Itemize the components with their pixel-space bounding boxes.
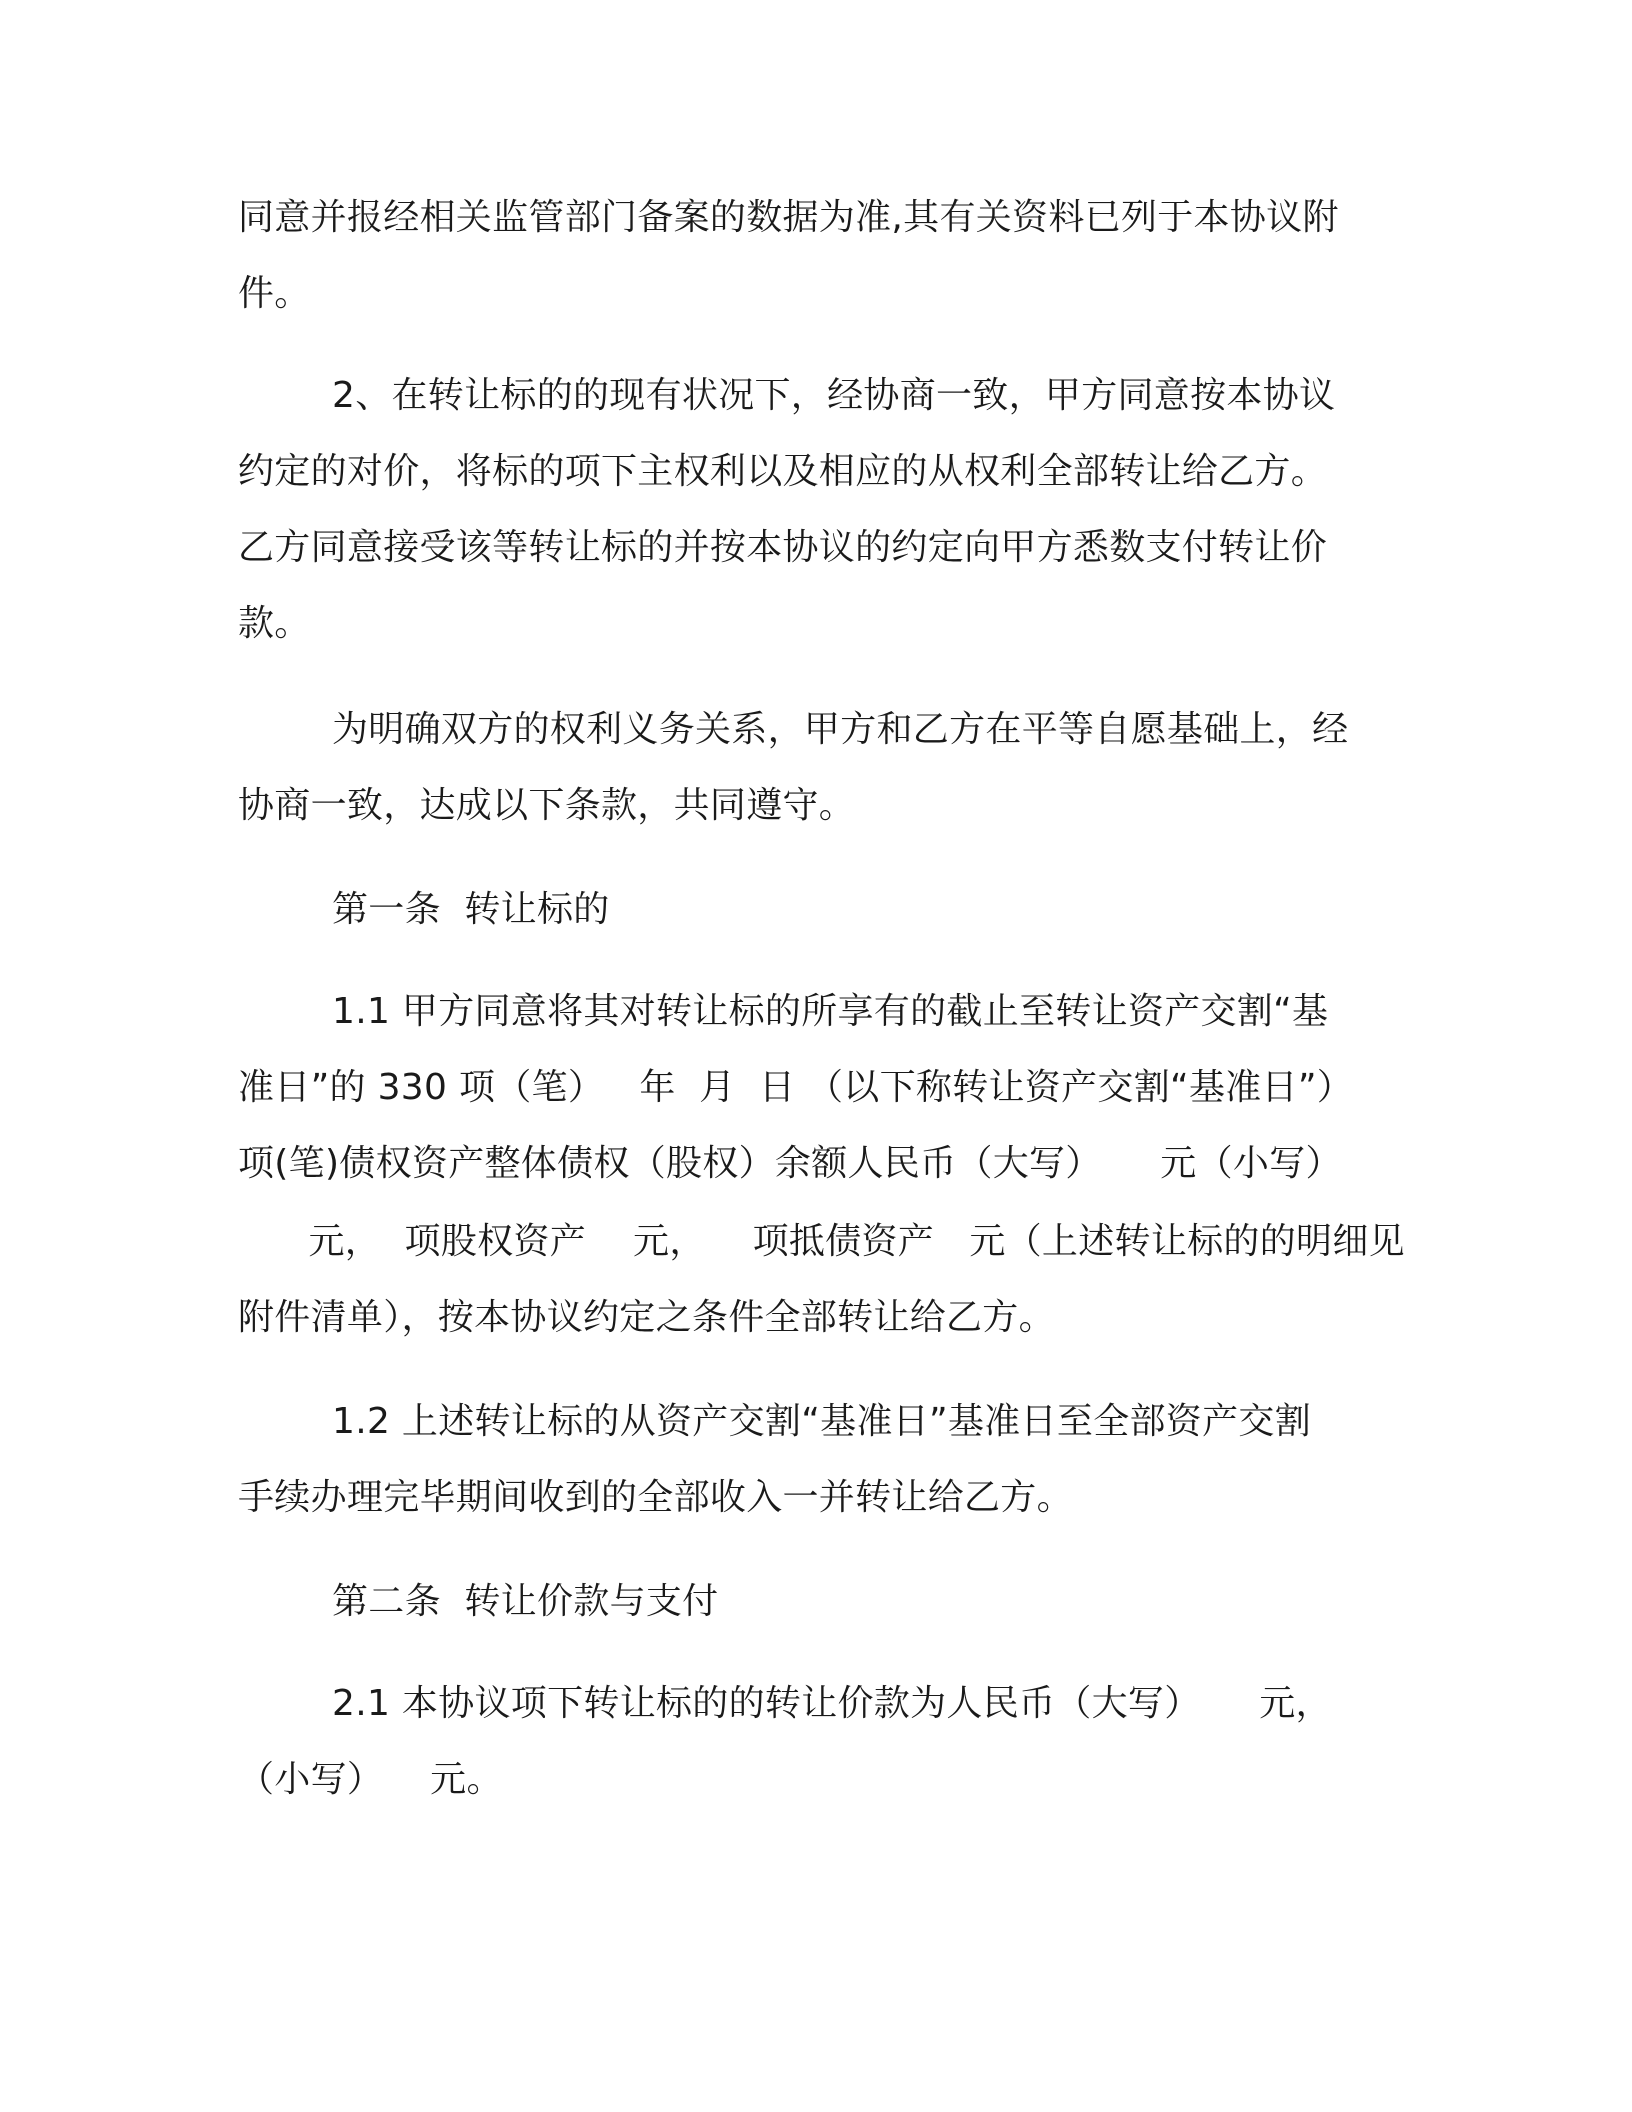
- clause-line: （小写） 元。: [238, 1759, 503, 1800]
- clause-line: 元， 项股权资产 元， 项抵债资产 元（上述转让标的的明细见: [238, 1221, 1405, 1262]
- clause-line: 准日”的 330 项（笔） 年 月 日 （以下称转让资产交割“基准日”）: [238, 1067, 1354, 1108]
- clause-line: 项(笔)债权资产整体债权（股权）余额人民币（大写） 元（小写）: [238, 1143, 1342, 1184]
- article-heading: 第二条 转让价款与支付: [332, 1581, 719, 1622]
- article-heading: 第一条 转让标的: [332, 889, 610, 930]
- paragraph-line: 款。: [238, 603, 311, 644]
- paragraph-line: 乙方同意接受该等转让标的并按本协议的约定向甲方悉数支付转让价: [238, 527, 1328, 568]
- paragraph-line: 2、在转让标的的现有状况下，经协商一致，甲方同意按本协议: [332, 375, 1336, 416]
- paragraph-line: 件。: [238, 273, 311, 314]
- clause-line: 1.2 上述转让标的从资产交割“基准日”基准日至全部资产交割: [332, 1401, 1311, 1442]
- clause-line: 附件清单），按本协议约定之条件全部转让给乙方。: [238, 1297, 1055, 1338]
- clause-line: 2.1 本协议项下转让标的的转让价款为人民币（大写） 元，: [332, 1683, 1332, 1724]
- clause-line: 手续办理完毕期间收到的全部收入一并转让给乙方。: [238, 1477, 1073, 1518]
- paragraph-line: 约定的对价，将标的项下主权利以及相应的从权利全部转让给乙方。: [238, 451, 1328, 492]
- paragraph-line: 为明确双方的权利义务关系，甲方和乙方在平等自愿基础上，经: [332, 709, 1349, 750]
- paragraph-line: 协商一致，达成以下条款，共同遵守。: [238, 785, 856, 826]
- clause-line: 1.1 甲方同意将其对转让标的所享有的截止至转让资产交割“基: [332, 991, 1329, 1032]
- paragraph-line: 同意并报经相关监管部门备案的数据为准,其有关资料已列于本协议附: [238, 197, 1339, 238]
